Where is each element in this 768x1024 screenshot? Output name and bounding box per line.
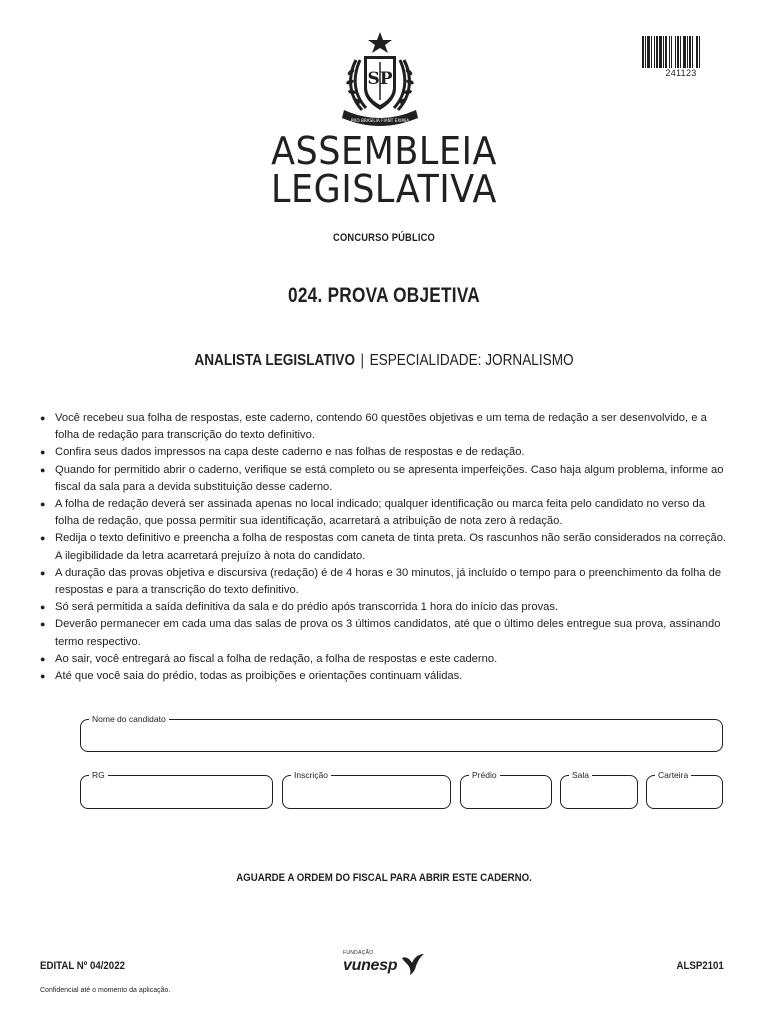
barcode-bar [647,36,650,68]
instructions-list [40,410,730,685]
barcode-bar [654,36,655,68]
barcode-number: 241123 [665,68,697,78]
document-code: ALSP2101 [676,960,724,972]
wait-notice: AGUARDE A ORDEM DO FISCAL PARA ABRIR ESTE CADERNO. [236,872,532,884]
instruction-item: ● Redija o texto definitivo e preencha a folha de respostas com caneta de tinta preta. Os rascunhos não serão considerados na correção. A ilegibilidade da letra acarretará prejuízo à nota do candidato. [40,530,730,564]
barcode-bar [651,36,652,68]
sala-label: Sala [569,769,592,781]
barcode-bar [645,36,646,68]
rg-field[interactable] [80,770,273,809]
confidential-notice: Confidencial até o momento da aplicação. [40,987,171,994]
title-line-1: ASSEMBLEIA [271,129,497,173]
position-name: ANALISTA LEGISLATIVO [194,352,356,369]
candidate-name-label: Nome do candidato [89,713,169,725]
barcode-bar [675,36,676,68]
carteira-label: Carteira [655,769,691,781]
vunesp-logo [343,950,433,980]
instruction-item: ● Até que você saia do prédio, todas as proibições e orientações continuam válidas. [40,668,730,685]
barcode-bar [671,36,672,68]
instruction-item: ● Confira seus dados impressos na capa deste caderno e nas folhas de respostas e de redação. [40,444,730,461]
barcode-bar [669,36,670,68]
barcode-bar [642,36,644,68]
barcode-bar [659,36,662,68]
title-line-2: LEGISLATIVA [271,167,497,211]
exam-title: 024. PROVA OBJETIVA [288,284,480,307]
edital-number: EDITAL Nº 04/2022 [40,960,125,972]
barcode-bar [663,36,664,68]
barcode-bar [687,36,688,68]
instruction-item: ● Você recebeu sua folha de respostas, este caderno, contendo 60 questões objetivas e um tema de redação a ser desenvolvido, e a folha de redação para transcrição do texto definitivo. [40,410,730,444]
barcode-bar [656,36,658,68]
instruction-item: ● Deverão permanecer em cada uma das salas de prova os 3 últimos candidatos, até que o último deles entregue sua prova, assinando termo respectivo. [40,616,730,650]
instruction-item: ● Quando for permitido abrir o caderno, verifique se está completo ou se apresenta imperfeições. Caso haja algum problema, informe ao fiscal da sala para a devida substituição desse caderno. [40,462,730,496]
seal-motto: PRO BRASILIA FIANT EXIMIA [350,118,410,123]
candidate-name-field[interactable] [80,714,723,752]
barcode-bar [696,36,698,68]
inscricao-field[interactable] [282,770,451,809]
position-title [58,352,711,370]
instruction-item: ● Ao sair, você entregará ao fiscal a folha de redação, a folha de respostas e este caderno. [40,651,730,668]
barcode-bar [680,36,681,68]
predio-label: Prédio [469,769,500,781]
position-separator: | [360,352,365,369]
logo-name: vunesp [343,957,398,974]
coat-of-arms-icon [334,30,426,130]
barcode-bar [692,36,693,68]
inscricao-label: Inscrição [291,769,331,781]
logo-fundacao: FUNDAÇÃO [343,950,374,956]
seal-letters: SP [367,69,393,89]
barcode-bar [677,36,679,68]
concurso-label: CONCURSO PÚBLICO [333,232,435,244]
instruction-item: ● A folha de redação deverá ser assinada apenas no local indicado; qualquer identificação ou marca feita pelo candidato no verso da folha de redação, que possa permitir sua identificação, acarretará a atribuição de nota zero à redação. [40,496,730,530]
barcode-bar [689,36,691,68]
carteira-field[interactable] [646,770,723,809]
barcode-bar [683,36,686,68]
barcode-bar [665,36,667,68]
institution-title [0,129,768,211]
instruction-item: ● Só será permitida a saída definitiva da sala e do prédio após transcorrida 1 hora do início das provas. [40,599,730,616]
instruction-item: ● A duração das provas objetiva e discursiva (redação) é de 4 horas e 30 minutos, já incluído o tempo para o preenchimento da folha de respostas e para a transcrição do texto definitivo. [40,565,730,599]
barcode-bar [699,36,700,68]
vunesp-bird-icon [400,950,426,976]
predio-field[interactable] [460,770,552,809]
position-specialty: ESPECIALIDADE: JORNALISMO [369,352,574,369]
barcode [641,36,721,68]
rg-label: RG [89,769,108,781]
sala-field[interactable] [560,770,638,809]
